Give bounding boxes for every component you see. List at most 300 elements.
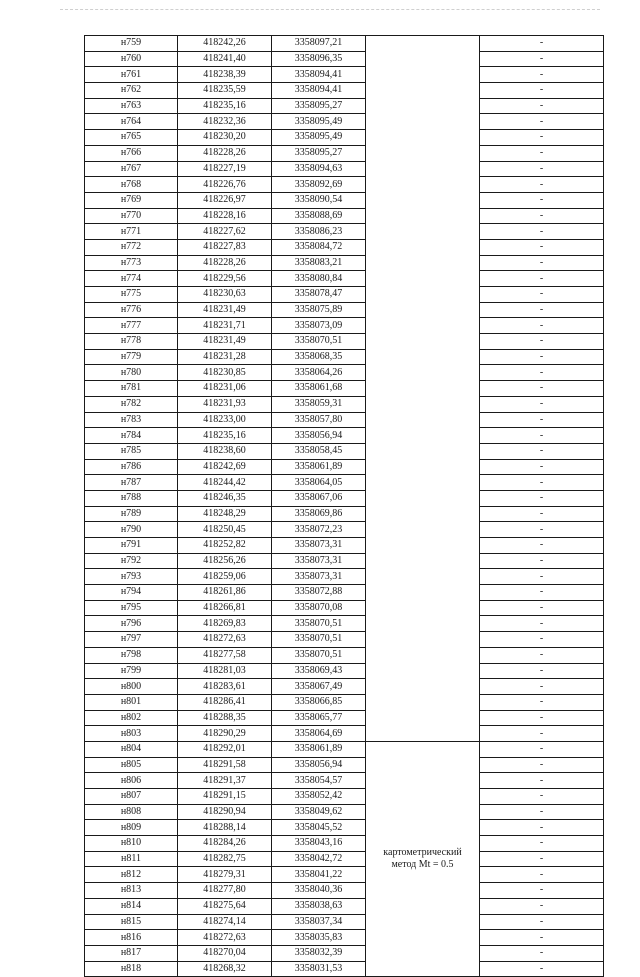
- table-row: [85, 522, 604, 538]
- y-coordinate-cell: 3358075,89: [272, 302, 366, 318]
- accuracy-cell: -: [480, 585, 604, 601]
- y-coordinate-cell: 3358072,88: [272, 585, 366, 601]
- table-row: [85, 177, 604, 193]
- x-coordinate-cell: 418226,76: [178, 177, 272, 193]
- x-coordinate-cell: 418290,29: [178, 726, 272, 742]
- table-row: [85, 67, 604, 83]
- accuracy-cell: -: [480, 804, 604, 820]
- point-name-cell: н767: [85, 161, 178, 177]
- table-row: [85, 804, 604, 820]
- x-coordinate-cell: 418241,40: [178, 51, 272, 67]
- accuracy-cell: -: [480, 569, 604, 585]
- y-coordinate-cell: 3358037,34: [272, 914, 366, 930]
- point-name-cell: н796: [85, 616, 178, 632]
- x-coordinate-cell: 418235,59: [178, 83, 272, 99]
- point-name-cell: н795: [85, 600, 178, 616]
- y-coordinate-cell: 3358094,41: [272, 67, 366, 83]
- accuracy-cell: -: [480, 192, 604, 208]
- accuracy-cell: -: [480, 647, 604, 663]
- y-coordinate-cell: 3358095,49: [272, 114, 366, 130]
- y-coordinate-cell: 3358097,21: [272, 36, 366, 52]
- accuracy-cell: -: [480, 741, 604, 757]
- table-row: [85, 600, 604, 616]
- accuracy-cell: -: [480, 710, 604, 726]
- x-coordinate-cell: 418231,28: [178, 349, 272, 365]
- table-row: [85, 365, 604, 381]
- x-coordinate-cell: 418256,26: [178, 553, 272, 569]
- y-coordinate-cell: 3358072,23: [272, 522, 366, 538]
- table-row: [85, 553, 604, 569]
- x-coordinate-cell: 418227,19: [178, 161, 272, 177]
- y-coordinate-cell: 3358059,31: [272, 396, 366, 412]
- y-coordinate-cell: 3358088,69: [272, 208, 366, 224]
- accuracy-cell: -: [480, 428, 604, 444]
- x-coordinate-cell: 418272,63: [178, 632, 272, 648]
- x-coordinate-cell: 418231,71: [178, 318, 272, 334]
- point-name-cell: н759: [85, 36, 178, 52]
- x-coordinate-cell: 418277,80: [178, 883, 272, 899]
- table-row: [85, 710, 604, 726]
- point-name-cell: н785: [85, 443, 178, 459]
- method-cell: [366, 741, 480, 976]
- y-coordinate-cell: 3358068,35: [272, 349, 366, 365]
- accuracy-cell: -: [480, 773, 604, 789]
- point-name-cell: н775: [85, 287, 178, 303]
- y-coordinate-cell: 3358066,85: [272, 694, 366, 710]
- x-coordinate-cell: 418238,60: [178, 443, 272, 459]
- table-row: [85, 192, 604, 208]
- x-coordinate-cell: 418246,35: [178, 490, 272, 506]
- accuracy-cell: -: [480, 726, 604, 742]
- y-coordinate-cell: 3358064,05: [272, 475, 366, 491]
- table-row: [85, 694, 604, 710]
- accuracy-cell: -: [480, 851, 604, 867]
- x-coordinate-cell: 418229,56: [178, 271, 272, 287]
- table-row: [85, 867, 604, 883]
- point-name-cell: н812: [85, 867, 178, 883]
- y-coordinate-cell: 3358070,51: [272, 616, 366, 632]
- table-row: [85, 83, 604, 99]
- y-coordinate-cell: 3358094,41: [272, 83, 366, 99]
- x-coordinate-cell: 418272,63: [178, 930, 272, 946]
- point-name-cell: н792: [85, 553, 178, 569]
- point-name-cell: н794: [85, 585, 178, 601]
- point-name-cell: н778: [85, 334, 178, 350]
- x-coordinate-cell: 418290,94: [178, 804, 272, 820]
- accuracy-cell: -: [480, 177, 604, 193]
- x-coordinate-cell: 418230,20: [178, 130, 272, 146]
- point-name-cell: н813: [85, 883, 178, 899]
- table-row: [85, 396, 604, 412]
- point-name-cell: н800: [85, 679, 178, 695]
- x-coordinate-cell: 418288,35: [178, 710, 272, 726]
- table-row: [85, 475, 604, 491]
- point-name-cell: н766: [85, 145, 178, 161]
- point-name-cell: н805: [85, 757, 178, 773]
- y-coordinate-cell: 3358092,69: [272, 177, 366, 193]
- x-coordinate-cell: 418235,16: [178, 428, 272, 444]
- accuracy-cell: -: [480, 145, 604, 161]
- x-coordinate-cell: 418231,49: [178, 334, 272, 350]
- x-coordinate-cell: 418238,39: [178, 67, 272, 83]
- table-row: [85, 898, 604, 914]
- point-name-cell: н768: [85, 177, 178, 193]
- x-coordinate-cell: 418231,49: [178, 302, 272, 318]
- accuracy-cell: -: [480, 349, 604, 365]
- x-coordinate-cell: 418228,16: [178, 208, 272, 224]
- accuracy-cell: -: [480, 36, 604, 52]
- table-row: [85, 490, 604, 506]
- y-coordinate-cell: 3358084,72: [272, 239, 366, 255]
- point-name-cell: н786: [85, 459, 178, 475]
- y-coordinate-cell: 3358096,35: [272, 51, 366, 67]
- accuracy-cell: -: [480, 459, 604, 475]
- x-coordinate-cell: 418232,36: [178, 114, 272, 130]
- x-coordinate-cell: 418233,00: [178, 412, 272, 428]
- x-coordinate-cell: 418268,32: [178, 961, 272, 977]
- table-row: [85, 428, 604, 444]
- table-row: [85, 224, 604, 240]
- point-name-cell: н791: [85, 538, 178, 554]
- y-coordinate-cell: 3358073,31: [272, 553, 366, 569]
- y-coordinate-cell: 3358070,51: [272, 647, 366, 663]
- point-name-cell: н771: [85, 224, 178, 240]
- table-row: [85, 506, 604, 522]
- accuracy-cell: -: [480, 302, 604, 318]
- y-coordinate-cell: 3358045,52: [272, 820, 366, 836]
- x-coordinate-cell: 418228,26: [178, 255, 272, 271]
- accuracy-cell: -: [480, 836, 604, 852]
- x-coordinate-cell: 418286,41: [178, 694, 272, 710]
- table-row: [85, 930, 604, 946]
- table-row: [85, 569, 604, 585]
- y-coordinate-cell: 3358054,57: [272, 773, 366, 789]
- point-name-cell: н765: [85, 130, 178, 146]
- accuracy-cell: -: [480, 334, 604, 350]
- x-coordinate-cell: 418282,75: [178, 851, 272, 867]
- table-row: [85, 789, 604, 805]
- x-coordinate-cell: 418259,06: [178, 569, 272, 585]
- x-coordinate-cell: 418261,86: [178, 585, 272, 601]
- table-row: [85, 679, 604, 695]
- point-name-cell: н809: [85, 820, 178, 836]
- x-coordinate-cell: 418270,04: [178, 945, 272, 961]
- accuracy-cell: -: [480, 616, 604, 632]
- table-row: [85, 318, 604, 334]
- accuracy-cell: -: [480, 98, 604, 114]
- table-row: [85, 161, 604, 177]
- accuracy-cell: -: [480, 208, 604, 224]
- table-row: [85, 459, 604, 475]
- x-coordinate-cell: 418230,85: [178, 365, 272, 381]
- x-coordinate-cell: 418292,01: [178, 741, 272, 757]
- table-row: [85, 255, 604, 271]
- point-name-cell: н793: [85, 569, 178, 585]
- y-coordinate-cell: 3358070,08: [272, 600, 366, 616]
- y-coordinate-cell: 3358043,16: [272, 836, 366, 852]
- table-row: [85, 334, 604, 350]
- accuracy-cell: -: [480, 522, 604, 538]
- point-name-cell: н806: [85, 773, 178, 789]
- x-coordinate-cell: 418231,93: [178, 396, 272, 412]
- accuracy-cell: -: [480, 538, 604, 554]
- table-row: [85, 647, 604, 663]
- accuracy-cell: -: [480, 114, 604, 130]
- y-coordinate-cell: 3358094,63: [272, 161, 366, 177]
- y-coordinate-cell: 3358056,94: [272, 428, 366, 444]
- accuracy-cell: -: [480, 271, 604, 287]
- y-coordinate-cell: 3358083,21: [272, 255, 366, 271]
- table-row: [85, 632, 604, 648]
- x-coordinate-cell: 418284,26: [178, 836, 272, 852]
- y-coordinate-cell: 3358070,51: [272, 632, 366, 648]
- table-row: [85, 349, 604, 365]
- coordinates-table-body: [85, 36, 604, 977]
- y-coordinate-cell: 3358073,31: [272, 569, 366, 585]
- accuracy-cell: -: [480, 945, 604, 961]
- table-row: [85, 98, 604, 114]
- point-name-cell: н760: [85, 51, 178, 67]
- y-coordinate-cell: 3358067,49: [272, 679, 366, 695]
- y-coordinate-cell: 3358061,89: [272, 741, 366, 757]
- accuracy-cell: -: [480, 224, 604, 240]
- x-coordinate-cell: 418242,26: [178, 36, 272, 52]
- point-name-cell: н810: [85, 836, 178, 852]
- header-rule: [60, 9, 600, 10]
- accuracy-cell: -: [480, 632, 604, 648]
- table-row: [85, 145, 604, 161]
- x-coordinate-cell: 418279,31: [178, 867, 272, 883]
- point-name-cell: н783: [85, 412, 178, 428]
- point-name-cell: н797: [85, 632, 178, 648]
- point-name-cell: н776: [85, 302, 178, 318]
- accuracy-cell: -: [480, 820, 604, 836]
- table-row: [85, 239, 604, 255]
- y-coordinate-cell: 3358061,68: [272, 381, 366, 397]
- y-coordinate-cell: 3358069,43: [272, 663, 366, 679]
- x-coordinate-cell: 418226,97: [178, 192, 272, 208]
- accuracy-cell: -: [480, 883, 604, 899]
- y-coordinate-cell: 3358064,69: [272, 726, 366, 742]
- table-row: [85, 961, 604, 977]
- table-row: [85, 757, 604, 773]
- table-row: [85, 208, 604, 224]
- point-name-cell: н762: [85, 83, 178, 99]
- y-coordinate-cell: 3358095,27: [272, 145, 366, 161]
- x-coordinate-cell: 418227,62: [178, 224, 272, 240]
- x-coordinate-cell: 418244,42: [178, 475, 272, 491]
- point-name-cell: н818: [85, 961, 178, 977]
- x-coordinate-cell: 418269,83: [178, 616, 272, 632]
- point-name-cell: н789: [85, 506, 178, 522]
- point-name-cell: н802: [85, 710, 178, 726]
- point-name-cell: н777: [85, 318, 178, 334]
- accuracy-cell: -: [480, 83, 604, 99]
- accuracy-cell: -: [480, 506, 604, 522]
- y-coordinate-cell: 3358073,31: [272, 538, 366, 554]
- accuracy-cell: -: [480, 381, 604, 397]
- point-name-cell: н817: [85, 945, 178, 961]
- accuracy-cell: -: [480, 255, 604, 271]
- table-row: [85, 412, 604, 428]
- y-coordinate-cell: 3358057,80: [272, 412, 366, 428]
- x-coordinate-cell: 418281,03: [178, 663, 272, 679]
- point-name-cell: н780: [85, 365, 178, 381]
- table-row: [85, 836, 604, 852]
- table-row: [85, 851, 604, 867]
- point-name-cell: н801: [85, 694, 178, 710]
- y-coordinate-cell: 3358080,84: [272, 271, 366, 287]
- point-name-cell: н788: [85, 490, 178, 506]
- method-label: картометрический метод Mt = 0.5: [383, 847, 462, 871]
- accuracy-cell: -: [480, 396, 604, 412]
- table-row: [85, 773, 604, 789]
- y-coordinate-cell: 3358086,23: [272, 224, 366, 240]
- point-name-cell: н803: [85, 726, 178, 742]
- accuracy-cell: -: [480, 898, 604, 914]
- y-coordinate-cell: 3358065,77: [272, 710, 366, 726]
- x-coordinate-cell: 418283,61: [178, 679, 272, 695]
- y-coordinate-cell: 3358073,09: [272, 318, 366, 334]
- point-name-cell: н763: [85, 98, 178, 114]
- y-coordinate-cell: 3358040,36: [272, 883, 366, 899]
- point-name-cell: н772: [85, 239, 178, 255]
- x-coordinate-cell: 418248,29: [178, 506, 272, 522]
- y-coordinate-cell: 3358041,22: [272, 867, 366, 883]
- point-name-cell: н770: [85, 208, 178, 224]
- method-cell: [366, 36, 480, 742]
- y-coordinate-cell: 3358095,27: [272, 98, 366, 114]
- table-row: [85, 726, 604, 742]
- x-coordinate-cell: 418291,58: [178, 757, 272, 773]
- accuracy-cell: -: [480, 930, 604, 946]
- accuracy-cell: -: [480, 867, 604, 883]
- point-name-cell: н781: [85, 381, 178, 397]
- table-row: [85, 663, 604, 679]
- x-coordinate-cell: 418288,14: [178, 820, 272, 836]
- point-name-cell: н790: [85, 522, 178, 538]
- table-row: [85, 945, 604, 961]
- point-name-cell: н784: [85, 428, 178, 444]
- table-row: [85, 302, 604, 318]
- point-name-cell: н808: [85, 804, 178, 820]
- point-name-cell: н798: [85, 647, 178, 663]
- y-coordinate-cell: 3358032,39: [272, 945, 366, 961]
- accuracy-cell: -: [480, 600, 604, 616]
- point-name-cell: н787: [85, 475, 178, 491]
- table-row: [85, 36, 604, 52]
- accuracy-cell: -: [480, 443, 604, 459]
- x-coordinate-cell: 418277,58: [178, 647, 272, 663]
- table-row: [85, 820, 604, 836]
- table-row: [85, 51, 604, 67]
- accuracy-cell: -: [480, 412, 604, 428]
- point-name-cell: н764: [85, 114, 178, 130]
- table-row: [85, 443, 604, 459]
- point-name-cell: н804: [85, 741, 178, 757]
- point-name-cell: н774: [85, 271, 178, 287]
- y-coordinate-cell: 3358069,86: [272, 506, 366, 522]
- point-name-cell: н773: [85, 255, 178, 271]
- accuracy-cell: -: [480, 318, 604, 334]
- x-coordinate-cell: 418230,63: [178, 287, 272, 303]
- accuracy-cell: -: [480, 663, 604, 679]
- y-coordinate-cell: 3358067,06: [272, 490, 366, 506]
- y-coordinate-cell: 3358064,26: [272, 365, 366, 381]
- accuracy-cell: -: [480, 475, 604, 491]
- y-coordinate-cell: 3358058,45: [272, 443, 366, 459]
- accuracy-cell: -: [480, 130, 604, 146]
- y-coordinate-cell: 3358052,42: [272, 789, 366, 805]
- point-name-cell: н814: [85, 898, 178, 914]
- table-row: [85, 741, 604, 757]
- accuracy-cell: -: [480, 553, 604, 569]
- point-name-cell: н779: [85, 349, 178, 365]
- point-name-cell: н799: [85, 663, 178, 679]
- accuracy-cell: -: [480, 914, 604, 930]
- table-row: [85, 271, 604, 287]
- x-coordinate-cell: 418291,37: [178, 773, 272, 789]
- coordinates-table: [84, 35, 604, 977]
- accuracy-cell: -: [480, 67, 604, 83]
- y-coordinate-cell: 3358095,49: [272, 130, 366, 146]
- accuracy-cell: -: [480, 51, 604, 67]
- table-row: [85, 883, 604, 899]
- table-row: [85, 538, 604, 554]
- accuracy-cell: -: [480, 287, 604, 303]
- table-row: [85, 114, 604, 130]
- x-coordinate-cell: 418274,14: [178, 914, 272, 930]
- accuracy-cell: -: [480, 694, 604, 710]
- y-coordinate-cell: 3358035,83: [272, 930, 366, 946]
- table-row: [85, 616, 604, 632]
- y-coordinate-cell: 3358031,53: [272, 961, 366, 977]
- accuracy-cell: -: [480, 757, 604, 773]
- y-coordinate-cell: 3358038,63: [272, 898, 366, 914]
- x-coordinate-cell: 418250,45: [178, 522, 272, 538]
- table-row: [85, 914, 604, 930]
- y-coordinate-cell: 3358056,94: [272, 757, 366, 773]
- accuracy-cell: -: [480, 679, 604, 695]
- accuracy-cell: -: [480, 365, 604, 381]
- table-row: [85, 585, 604, 601]
- accuracy-cell: -: [480, 789, 604, 805]
- y-coordinate-cell: 3358070,51: [272, 334, 366, 350]
- accuracy-cell: -: [480, 490, 604, 506]
- x-coordinate-cell: 418231,06: [178, 381, 272, 397]
- point-name-cell: н769: [85, 192, 178, 208]
- x-coordinate-cell: 418291,15: [178, 789, 272, 805]
- point-name-cell: н761: [85, 67, 178, 83]
- y-coordinate-cell: 3358090,54: [272, 192, 366, 208]
- point-name-cell: н816: [85, 930, 178, 946]
- x-coordinate-cell: 418235,16: [178, 98, 272, 114]
- point-name-cell: н782: [85, 396, 178, 412]
- x-coordinate-cell: 418227,83: [178, 239, 272, 255]
- point-name-cell: н815: [85, 914, 178, 930]
- y-coordinate-cell: 3358049,62: [272, 804, 366, 820]
- accuracy-cell: -: [480, 961, 604, 977]
- table-row: [85, 381, 604, 397]
- x-coordinate-cell: 418275,64: [178, 898, 272, 914]
- x-coordinate-cell: 418252,82: [178, 538, 272, 554]
- point-name-cell: н811: [85, 851, 178, 867]
- table-row: [85, 130, 604, 146]
- accuracy-cell: -: [480, 239, 604, 255]
- x-coordinate-cell: 418266,81: [178, 600, 272, 616]
- accuracy-cell: -: [480, 161, 604, 177]
- y-coordinate-cell: 3358042,72: [272, 851, 366, 867]
